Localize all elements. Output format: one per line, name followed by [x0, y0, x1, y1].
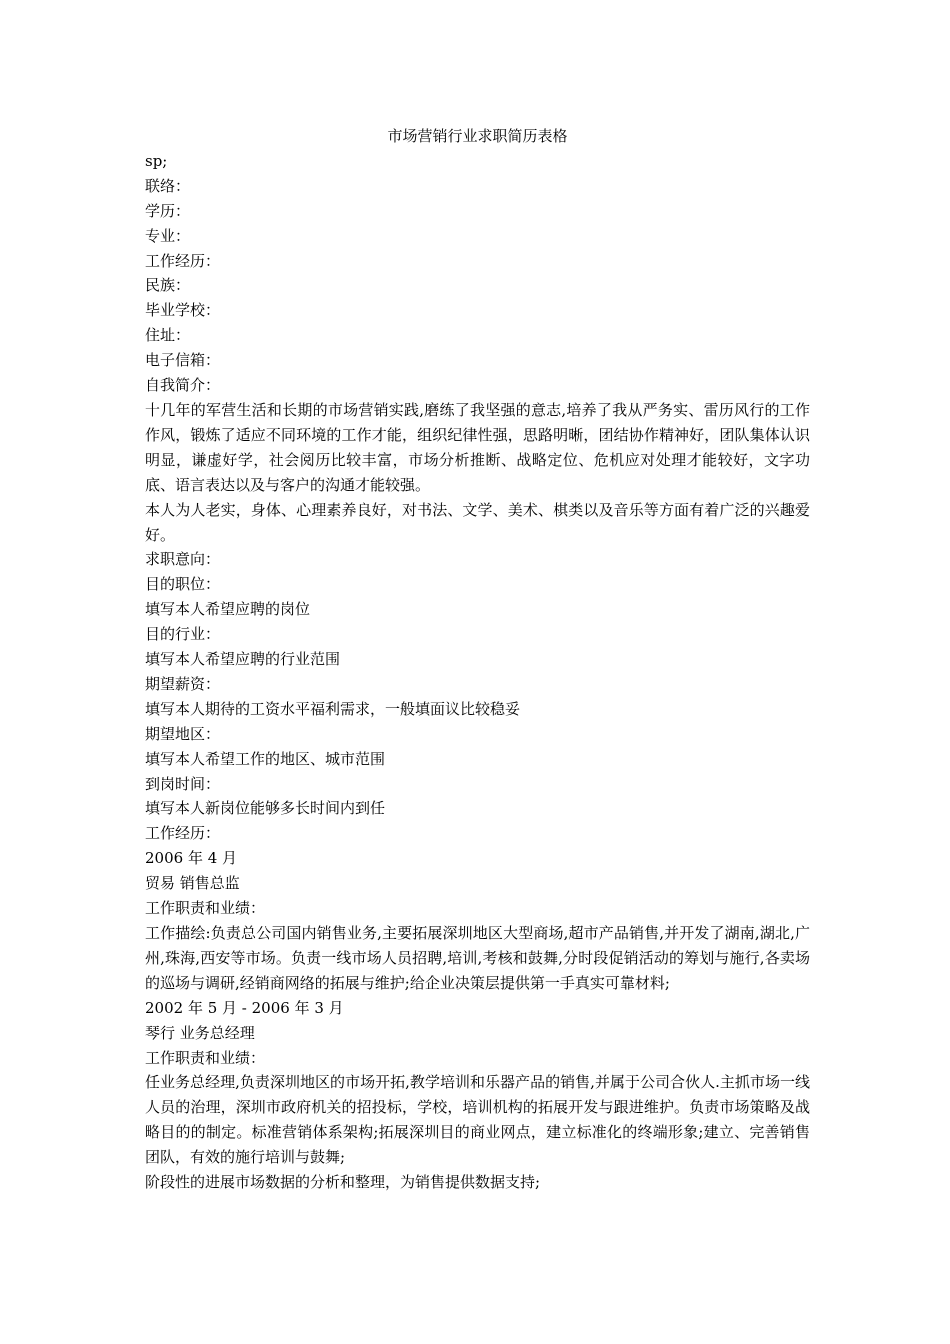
value-expected-region: 填写本人希望工作的地区、城市范围: [145, 749, 386, 768]
value-start-time: 填写本人新岗位能够多长时间内到任: [145, 799, 386, 818]
field-contact: 联络：: [145, 176, 191, 195]
value-target-industry: 填写本人希望应聘的行业范围: [145, 650, 341, 669]
field-email: 电子信箱：: [145, 351, 221, 370]
job1-duties-label: 工作职责和业绩：: [145, 899, 266, 918]
job2-description: 任业务总经理,负责深圳地区的市场开拓,教学培训和乐器产品的销售,并属于公司合伙人.主抓市场一线人员的治理，深圳市政府机关的招投标，学校，培训机构的拓展开发与跟进维护。负责市场策略及战略目的的制定。标准营销体系架构;拓展深圳目的商业网点，建立标准化的终端形象;建立、完善销售团队，有效的施行培训与鼓舞;: [145, 1073, 810, 1167]
section-job-intent: 求职意向：: [145, 550, 221, 569]
job2-duties-label: 工作职责和业绩：: [145, 1048, 266, 1067]
document-title: 市场营销行业求职简历表格: [387, 127, 568, 145]
intro-paragraph: 十几年的军营生活和长期的市场营销实践,磨练了我坚强的意志,培养了我从严务实、雷历风行的工作作风，锻炼了适应不同环境的工作才能，组织纪律性强，思路明晰，团结协作精神好，团队集体认识明显，谦虚好学，社会阅历比较丰富，市场分析推断、战略定位、危机应对处理才能较好，文字功底、语言表达以及与客户的沟通才能较强。: [145, 400, 810, 494]
label-target-position: 目的职位：: [145, 575, 221, 594]
hobbies-paragraph: 本人为人老实，身体、心理素养良好，对书法、文学、美术、棋类以及音乐等方面有着广泛的兴趣爱好。: [145, 500, 810, 544]
field-education: 学历：: [145, 201, 191, 220]
section-work-history: 工作经历：: [145, 824, 221, 843]
label-target-industry: 目的行业：: [145, 625, 221, 644]
job1-date: 2006 年 4 月: [145, 849, 238, 868]
field-sp: sp;: [145, 151, 168, 170]
field-ethnicity: 民族：: [145, 276, 191, 295]
job2-data-analysis: 阶段性的进展市场数据的分析和整理，为销售提供数据支持;: [145, 1173, 541, 1192]
value-target-position: 填写本人希望应聘的岗位: [145, 600, 311, 619]
job1-description: 工作描绘:负责总公司国内销售业务,主要拓展深圳地区大型商场,超市产品销售,并开发了湖南,湖北,广州,珠海,西安等市场。负责一线市场人员招聘,培训,考核和鼓舞,分时段促销活动的筹划与施行,各卖场的巡场与调研,经销商网络的拓展与维护;给企业决策层提供第一手真实可靠材料;: [145, 924, 810, 992]
field-major: 专业：: [145, 226, 191, 245]
job2-title: 琴行 业务总经理: [145, 1023, 255, 1042]
label-expected-region: 期望地区：: [145, 724, 221, 743]
label-start-time: 到岗时间：: [145, 774, 221, 793]
field-address: 住址：: [145, 326, 191, 345]
field-self-intro: 自我简介：: [145, 376, 221, 395]
field-school: 毕业学校：: [145, 301, 221, 320]
label-expected-salary: 期望薪资：: [145, 674, 221, 693]
job2-date: 2002 年 5 月 - 2006 年 3 月: [145, 998, 344, 1017]
field-work-experience: 工作经历：: [145, 251, 221, 270]
value-expected-salary: 填写本人期待的工资水平福利需求，一般填面议比较稳妥: [145, 699, 521, 718]
resume-document: [145, 124, 810, 1195]
job1-title: 贸易 销售总监: [145, 874, 240, 893]
